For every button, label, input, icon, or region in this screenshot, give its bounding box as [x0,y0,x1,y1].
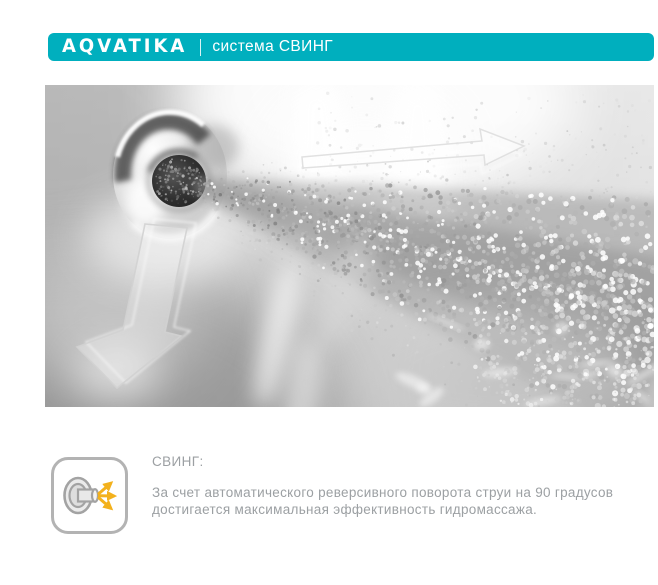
feature-description-line1: За счет автоматического реверсивного поворота струи на 90 градусов [152,485,614,500]
feature-description [152,484,613,518]
hero-scene [45,85,654,407]
feature-description-line2: достигается максимальная эффективность гидромассажа. [152,502,538,517]
system-subtitle: система СВИНГ [212,38,334,55]
jet-nozzle-glyph [65,478,99,513]
aqvatika-logo: AQVATIKA [62,35,188,58]
fan-arrows-icon [99,484,114,509]
swing-icon-art [54,460,125,531]
brand-header [48,33,654,61]
header-separator [200,39,201,56]
feature-title: СВИНГ: [152,454,204,469]
hero-image [45,85,654,407]
swing-feature-icon [51,457,128,534]
